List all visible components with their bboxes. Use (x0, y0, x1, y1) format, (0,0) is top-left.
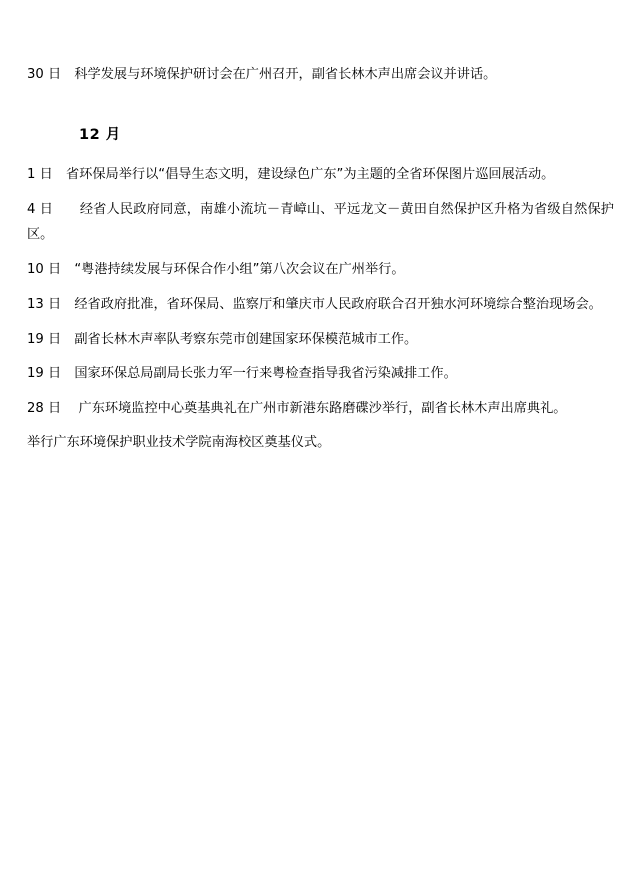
chronicle-entry-dec-28-continuation: 举行广东环境保护职业技术学院南海校区奠基仪式。 (27, 434, 331, 450)
chronicle-entry-dec-13: 13 日 经省政府批准，省环保局、监察厅和肇庆市人民政府联合召开独水河环境综合整治现场会。 (27, 296, 602, 312)
chronicle-entry-dec-01: 1 日 省环保局举行以“倡导生态文明，建设绿色广东”为主题的全省环保图片巡回展活动。 (27, 166, 555, 182)
chronicle-entry-dec-19-b: 19 日 国家环保总局副局长张力军一行来粤检查指导我省污染减排工作。 (27, 366, 457, 382)
chronicle-entry-dec-28: 28 日 广东环境监控中心奠基典礼在广州市新港东路磨碟沙举行，副省长林木声出席典礼。 (27, 400, 567, 416)
chronicle-entry-dec-19-a: 19 日 副省长林木声率队考察东莞市创建国家环保模范城市工作。 (27, 331, 418, 347)
chronicle-entry-dec-04: 4 日 经省人民政府同意，南雄小流坑－青嶂山、平远龙文－黄田自然保护区升格为省级自然保护区。 (27, 201, 614, 243)
chronicle-entry-nov-30: 30 日 科学发展与环境保护研讨会在广州召开，副省长林木声出席会议并讲话。 (27, 67, 497, 82)
month-heading-december: 12 月 (79, 126, 121, 143)
chronicle-entry-dec-10: 10 日 “粤港持续发展与环保合作小组”第八次会议在广州举行。 (27, 262, 405, 278)
